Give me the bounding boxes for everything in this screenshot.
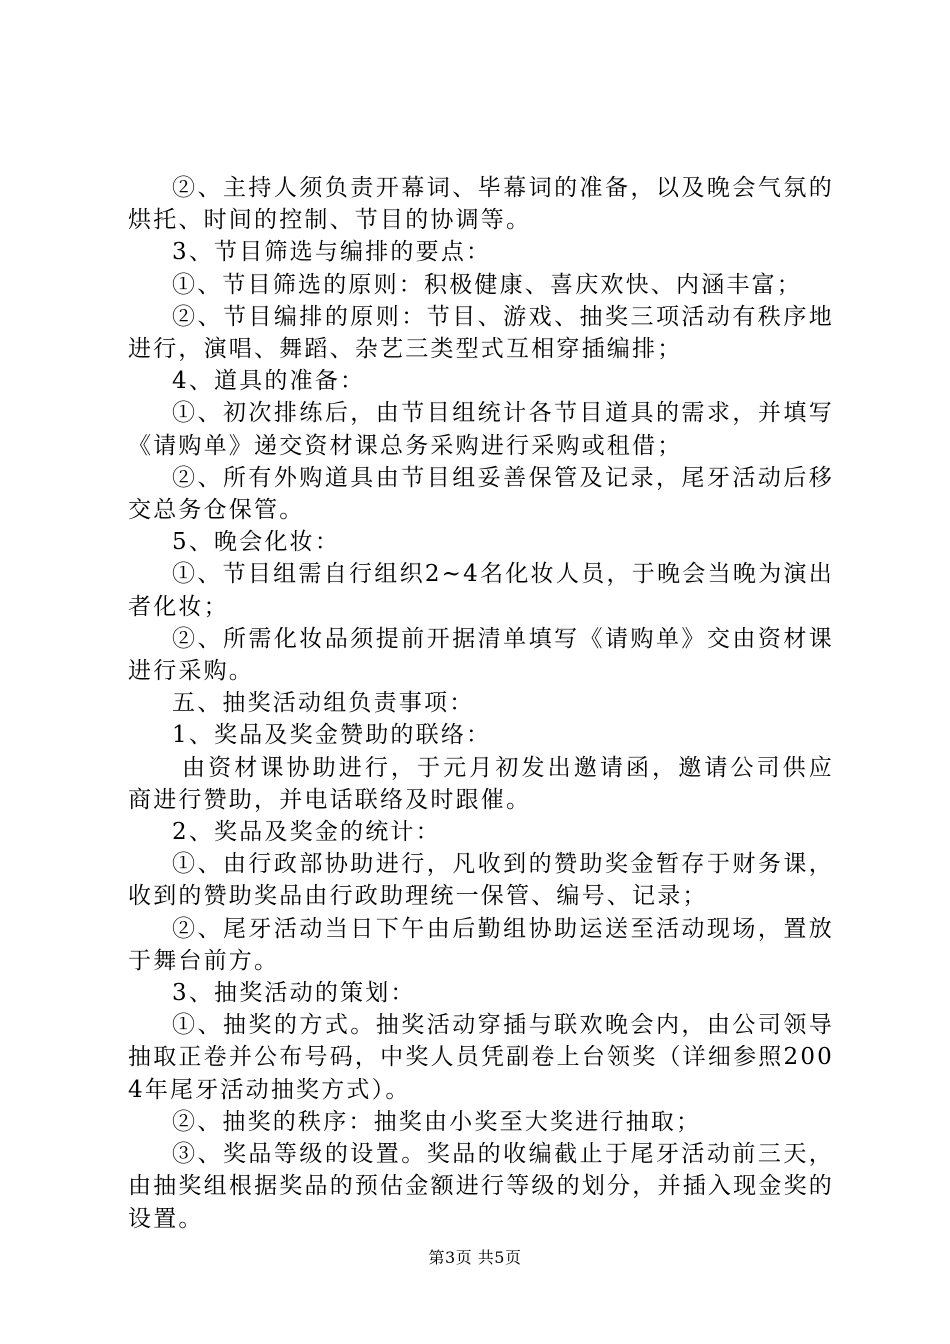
- section-heading: 3、节目筛选与编排的要点：: [172, 239, 492, 266]
- paragraph: ②、所需化妆品须提前开据清单填写《请购单》交由资材课进行采购。: [128, 625, 834, 685]
- section-heading: 1、奖品及奖金赞助的联络：: [172, 722, 492, 749]
- page-footer: 第3页 共5页: [428, 1248, 522, 1267]
- paragraph: ②、尾牙活动当日下午由后勤组协助运送至活动现场，置放于舞台前方。: [128, 915, 834, 974]
- section-heading: 5、晚会化妆：: [172, 529, 341, 556]
- paragraph: ③、奖品等级的设置。奖品的收编截止于尾牙活动前三天，由抽奖组根据奖品的预估金额进行等级的划分，并插入现金奖的设置。: [128, 1141, 834, 1232]
- chapter-heading: 五、抽奖活动组负责事项：: [172, 690, 475, 717]
- section-heading: 2、奖品及奖金的统计：: [172, 819, 441, 846]
- paragraph: ①、抽奖的方式。抽奖活动穿插与联欢晚会内，由公司领导抽取正卷并公布号码，中奖人员凭副卷上台领奖（详细参照2004年尾牙活动抽奖方式）。: [128, 1012, 834, 1103]
- document-body: [128, 172, 834, 1235]
- paragraph: ②、主持人须负责开幕词、毕幕词的准备，以及晚会气氛的烘托、时间的控制、节目的协调等。: [128, 175, 834, 234]
- paragraph: ①、节目筛选的原则：积极健康、喜庆欢快、内涵丰富；: [172, 271, 802, 298]
- section-heading: 4、道具的准备：: [172, 368, 366, 395]
- paragraph: ②、节目编排的原则：节目、游戏、抽奖三项活动有秩序地进行，演唱、舞蹈、杂艺三类型式互相穿插编排；: [128, 303, 834, 363]
- paragraph: ②、抽奖的秩序：抽奖由小奖至大奖进行抽取；: [172, 1108, 702, 1135]
- section-heading: 3、抽奖活动的策划：: [172, 980, 416, 1007]
- paragraph: ①、由行政部协助进行，凡收到的赞助奖金暂存于财务课，收到的赞助奖品由行政助理统一保管、编号、记录；: [128, 851, 834, 910]
- paragraph: ①、节目组需自行组织2~4名化妆人员，于晚会当晚为演出者化妆；: [128, 561, 834, 620]
- paragraph: ①、初次排练后，由节目组统计各节目道具的需求，并填写《请购单》递交资材课总务采购进行采购或租借；: [128, 400, 834, 459]
- paragraph: ②、所有外购道具由节目组妥善保管及记录，尾牙活动后移交总务仓保管。: [128, 464, 834, 524]
- paragraph: 由资材课协助进行，于元月初发出邀请函，邀请公司供应商进行赞助，并电话联络及时跟催。: [128, 754, 834, 813]
